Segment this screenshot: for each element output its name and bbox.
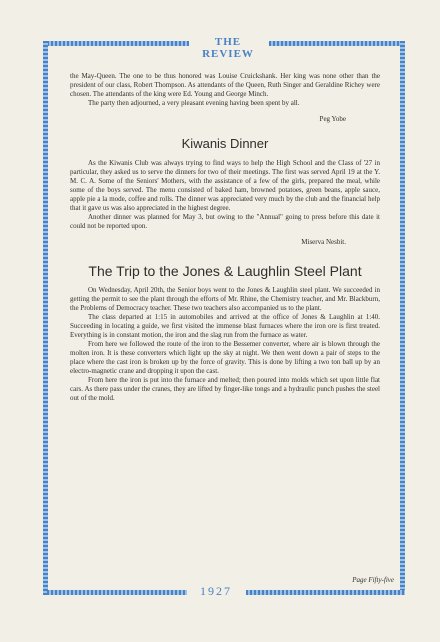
paragraph: Another dinner was planned for May 3, but owing to the "Annual" going to press before this date it could not be reported upon.	[70, 213, 380, 230]
top-border-right	[269, 41, 405, 46]
top-border-left	[47, 41, 189, 46]
page-content	[70, 72, 380, 403]
left-border	[43, 41, 48, 595]
bottom-border-right	[246, 590, 405, 595]
article-title: The Trip to the Jones & Laughlin Steel Plant	[88, 263, 362, 279]
may-queen-continuation	[70, 72, 380, 124]
paragraph: On Wednesday, April 20th, the Senior boys went to the Jones & Laughlin steel plant. We succeeded in getting the permit to see the plant through the efforts of Mr. Rhine, the Chemistry teacher, and Mr. Blackburn, the Problems of Democracy teacher. These two teachers also accompanied us to the plant.	[70, 286, 380, 312]
bottom-border-left	[47, 590, 187, 595]
paragraph: The party then adjourned, a very pleasant evening having been spent by all.	[88, 99, 300, 107]
kiwanis-dinner-article	[70, 136, 380, 247]
footer-year: 1927	[200, 584, 232, 598]
page-header-title: THE REVIEW	[202, 36, 254, 60]
right-border	[400, 41, 405, 595]
paragraph: the May-Queen. The one to be thus honored was Louise Cruickshank. Her king was none other than the president of our class, Robert Thompson. As attendants of the Queen, Ruth Singer and Geraldine Richey were chosen. The attendants of the king were Ed. Young and George Minch.	[70, 72, 380, 98]
paragraph: As the Kiwanis Club was always trying to find ways to help the High School and the Class of '27 in particular, they asked us to serve the dinners for two of their meetings. The first was served April 19 at the Y. M. C. A. Some of the Seniors' Mothers, with the assistance of a few of the girls, prepared the meal, while some of the boys served. The menu consisted of baked ham, browned potatoes, green beans, apple sauce, apple pie a la mode, coffee and rolls. The dinner was appreciated very much by the club and the financial help that it gave us was also appreciated in the highest degree.	[70, 159, 380, 212]
paragraph: From here the iron is put into the furnace and melted; then poured into molds which set upon little flat cars. As there pass under the cranes, they are lifted by finger-like tongs and a hydraulic punch pushes the steel out of the mold.	[70, 376, 380, 402]
article-title: Kiwanis Dinner	[181, 136, 269, 151]
paragraph: The class departed at 1:15 in automobiles and arrived at the office of Jones & Laughlin at 1:40. Succeeding in locating a guide, we first visited the immense blast furnaces where the iron ore is first treated. Everything is in constant motion, the iron and the slag run from the furnace as water.	[70, 313, 380, 339]
author-signature: Peg Yobe	[319, 115, 346, 123]
page-number: Page Fifty-five	[352, 576, 394, 584]
paragraph: From here we followed the route of the iron to the Bessemer converter, where air is blown through the molten iron. It is these converters which light up the sky at night. We then went down a pair of steps to the place where the cast iron is broken up by the force of gravity. This is done by lifting a two ton ball up by an electro-magnetic crane and dropping it upon the cast.	[70, 340, 380, 375]
steel-plant-trip-article	[70, 263, 380, 403]
author-signature: Miserva Nesbit.	[301, 238, 346, 246]
